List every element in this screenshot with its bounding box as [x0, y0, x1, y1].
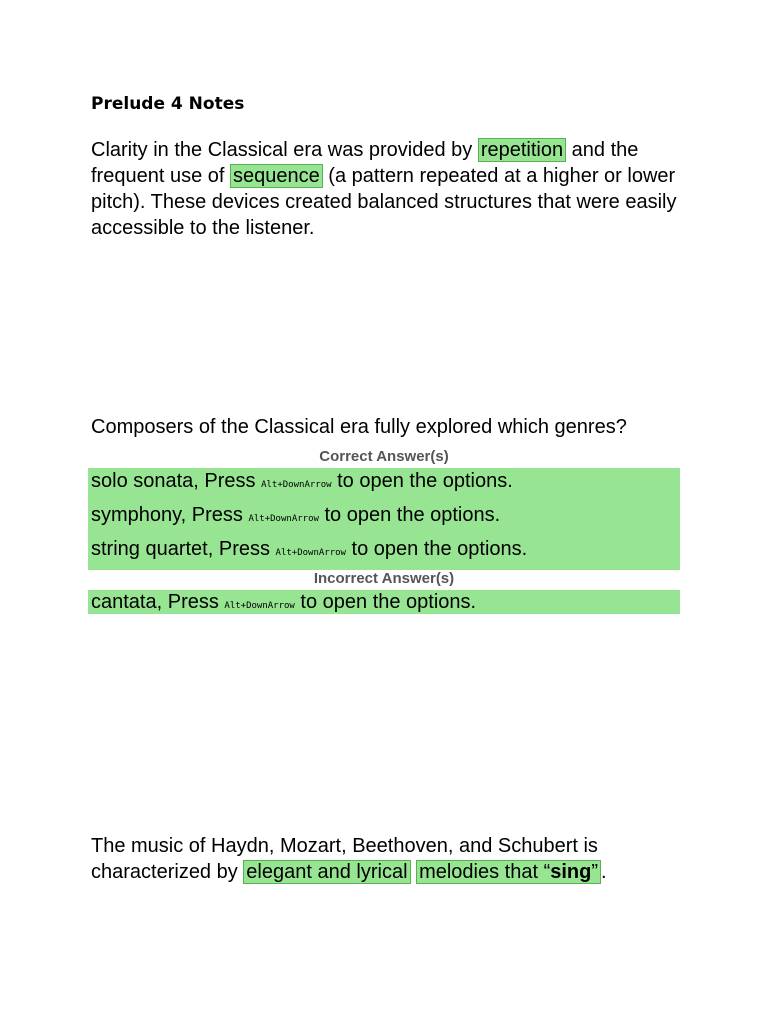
highlight-text: melodies that “	[419, 861, 551, 883]
paragraph-text: The music of Haydn, Mozart, Beethoven, and Schubert is characterized by	[91, 835, 598, 883]
correct-answers-box	[88, 468, 680, 570]
page-title: Prelude 4 Notes	[91, 94, 245, 114]
paragraph-melodies	[91, 833, 691, 885]
answer-text: string quartet	[91, 538, 208, 560]
press-text: , Press	[180, 504, 249, 526]
highlight-elegant-lyrical: elegant and lyrical	[243, 860, 410, 884]
paragraph-text: .	[601, 861, 607, 883]
answer-option[interactable]	[88, 468, 680, 502]
highlight-sequence: sequence	[230, 164, 323, 188]
answer-text: symphony	[91, 504, 181, 526]
answer-text: cantata	[91, 591, 157, 613]
press-text: , Press	[207, 538, 276, 560]
press-text: , Press	[156, 591, 225, 613]
question-genres: Composers of the Classical era fully explored which genres?	[91, 416, 627, 438]
highlight-melodies-sing	[416, 860, 601, 884]
hint-text: to open the options.	[318, 504, 501, 526]
correct-answers-header: Correct Answer(s)	[319, 448, 449, 465]
keyboard-shortcut: Alt+DownArrow	[261, 480, 332, 490]
highlight-text: ”	[591, 861, 599, 883]
highlight-repetition: repetition	[478, 138, 566, 162]
incorrect-answers-box	[88, 590, 680, 614]
answer-option[interactable]	[88, 536, 680, 570]
paragraph-text: (a pattern repeated at a higher or lower pitch). These devices created balanced structures that were easily accessible to the listener.	[91, 165, 677, 239]
answer-option[interactable]	[88, 590, 680, 614]
press-text: , Press	[193, 470, 262, 492]
paragraph-clarity	[91, 137, 691, 241]
keyboard-shortcut: Alt+DownArrow	[224, 601, 295, 611]
paragraph-text: and the frequent use of	[91, 139, 639, 187]
incorrect-answers-header: Incorrect Answer(s)	[313, 570, 455, 587]
highlight-bold-word: sing	[550, 861, 592, 883]
hint-text: to open the options.	[331, 470, 513, 492]
hint-text: to open the options.	[294, 591, 477, 613]
answer-option[interactable]	[88, 502, 680, 536]
keyboard-shortcut: Alt+DownArrow	[275, 548, 346, 558]
hint-text: to open the options.	[345, 538, 528, 560]
answer-text: solo sonata	[91, 470, 194, 492]
keyboard-shortcut: Alt+DownArrow	[248, 514, 319, 524]
paragraph-text: Clarity in the Classical era was provided by	[91, 139, 478, 161]
